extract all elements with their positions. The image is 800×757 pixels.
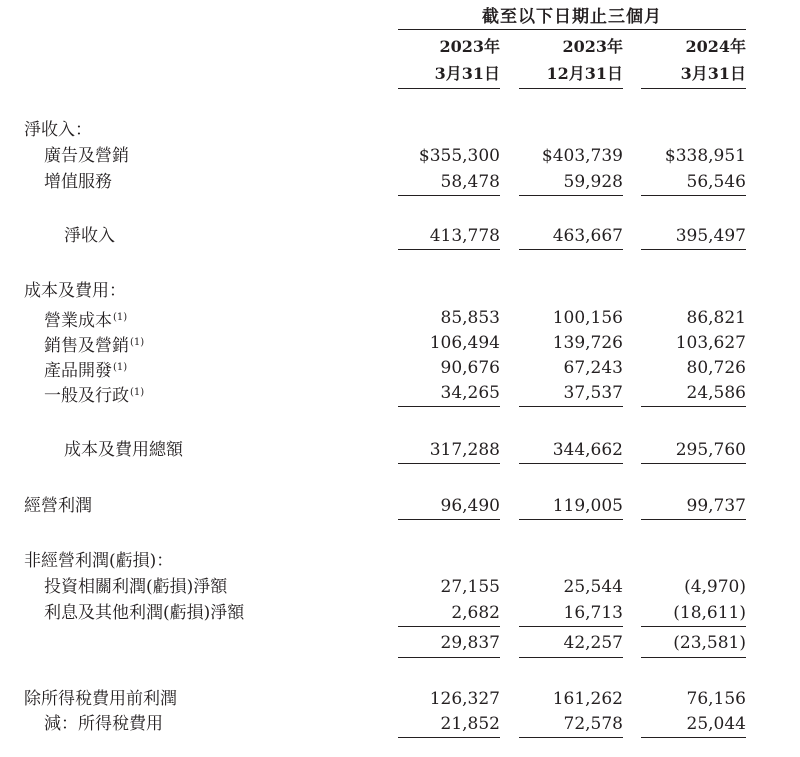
non-op-total-col2: 42,257 bbox=[563, 633, 623, 653]
investment-income-col3: (4,970) bbox=[684, 577, 746, 597]
total-rule bbox=[641, 463, 746, 464]
period-title: 截至以下日期止三個月 bbox=[482, 7, 662, 27]
net-revenue-total-col3: 395,497 bbox=[675, 226, 746, 246]
operating-income-label: 經營利潤 bbox=[24, 496, 92, 516]
cost-of-revenue-col3: 86,821 bbox=[686, 308, 746, 328]
income-tax-col1: 21,852 bbox=[440, 714, 500, 734]
subtotal-rule bbox=[519, 406, 623, 407]
footnote-marker: (1) bbox=[113, 312, 128, 323]
net-revenue-heading: 淨收入： bbox=[24, 120, 92, 140]
income-tax-label: 減：所得稅費用 bbox=[44, 714, 163, 734]
advertising-value-col1: $355,300 bbox=[418, 146, 500, 166]
total-rule bbox=[519, 519, 623, 520]
footnote-marker: (1) bbox=[130, 337, 145, 348]
cost-of-revenue-col2: 100,156 bbox=[552, 308, 623, 328]
non-op-total-col1: 29,837 bbox=[440, 633, 500, 653]
product-dev-label: 產品開發$^{(1)}$ bbox=[44, 361, 128, 381]
subtotal-rule bbox=[519, 195, 623, 196]
pretax-income-col3: 76,156 bbox=[686, 689, 746, 709]
total-rule bbox=[641, 657, 746, 658]
col1-year: 2023年 bbox=[439, 37, 500, 56]
footnote-marker: (1) bbox=[113, 362, 128, 373]
pretax-income-col1: 126,327 bbox=[429, 689, 500, 709]
advertising-label: 廣告及營銷 bbox=[44, 146, 129, 166]
total-rule bbox=[398, 249, 500, 250]
total-rule bbox=[519, 657, 623, 658]
net-revenue-total-col2: 463,667 bbox=[552, 226, 623, 246]
operating-income-col1: 96,490 bbox=[440, 496, 500, 516]
total-rule bbox=[641, 519, 746, 520]
total-rule bbox=[641, 249, 746, 250]
pretax-income-col2: 161,262 bbox=[552, 689, 623, 709]
total-rule bbox=[398, 519, 500, 520]
total-costs-label: 成本及費用總額 bbox=[64, 440, 183, 460]
vas-label: 增值服務 bbox=[44, 172, 112, 192]
g-and-a-col2: 37,537 bbox=[563, 383, 623, 403]
total-costs-col1: 317,288 bbox=[429, 440, 500, 460]
col2-date: 12月31日 bbox=[546, 64, 623, 83]
advertising-value-col2: $403,739 bbox=[541, 146, 623, 166]
interest-other-col3: (18,611) bbox=[673, 603, 746, 623]
subtotal-rule bbox=[398, 737, 500, 738]
g-and-a-label: 一般及行政$^{(1)}$ bbox=[44, 386, 145, 406]
total-costs-col2: 344,662 bbox=[552, 440, 623, 460]
total-rule bbox=[398, 657, 500, 658]
col3-header-rule bbox=[641, 88, 746, 89]
investment-income-col2: 25,544 bbox=[563, 577, 623, 597]
col3-year: 2024年 bbox=[685, 37, 746, 56]
operating-income-col3: 99,737 bbox=[686, 496, 746, 516]
investment-income-col1: 27,155 bbox=[440, 577, 500, 597]
pretax-income-label: 除所得稅費用前利潤 bbox=[24, 689, 177, 709]
product-dev-col1: 90,676 bbox=[440, 358, 500, 378]
sales-marketing-col1: 106,494 bbox=[429, 333, 500, 353]
cost-of-revenue-label: 營業成本$^{(1)}$ bbox=[44, 311, 128, 331]
g-and-a-col1: 34,265 bbox=[440, 383, 500, 403]
subtotal-rule bbox=[519, 737, 623, 738]
subtotal-rule bbox=[641, 406, 746, 407]
vas-value-col3: 56,546 bbox=[686, 172, 746, 192]
investment-income-label: 投資相關利潤(虧損)淨額 bbox=[44, 577, 228, 597]
sales-marketing-label: 銷售及營銷$^{(1)}$ bbox=[44, 336, 145, 356]
interest-other-col1: 2,682 bbox=[451, 603, 500, 623]
total-rule bbox=[398, 463, 500, 464]
subtotal-rule bbox=[641, 195, 746, 196]
product-dev-col3: 80,726 bbox=[686, 358, 746, 378]
footnote-marker: (1) bbox=[130, 387, 145, 398]
sales-marketing-col3: 103,627 bbox=[675, 333, 746, 353]
advertising-value-col3: $338,951 bbox=[664, 146, 746, 166]
net-revenue-total-col1: 413,778 bbox=[429, 226, 500, 246]
subtotal-rule bbox=[398, 195, 500, 196]
col2-year: 2023年 bbox=[562, 37, 623, 56]
col1-date: 3月31日 bbox=[434, 64, 500, 83]
income-tax-col3: 25,044 bbox=[686, 714, 746, 734]
vas-value-col2: 59,928 bbox=[563, 172, 623, 192]
interest-other-label: 利息及其他利潤(虧損)淨額 bbox=[44, 603, 245, 623]
col3-date: 3月31日 bbox=[680, 64, 746, 83]
vas-value-col1: 58,478 bbox=[440, 172, 500, 192]
total-rule bbox=[519, 249, 623, 250]
net-revenue-total-label: 淨收入 bbox=[64, 226, 115, 246]
sales-marketing-col2: 139,726 bbox=[552, 333, 623, 353]
income-tax-col2: 72,578 bbox=[563, 714, 623, 734]
subtotal-rule bbox=[519, 626, 623, 627]
product-dev-col2: 67,243 bbox=[563, 358, 623, 378]
costs-heading: 成本及費用： bbox=[24, 281, 126, 301]
g-and-a-col3: 24,586 bbox=[686, 383, 746, 403]
cost-of-revenue-col1: 85,853 bbox=[440, 308, 500, 328]
total-costs-col3: 295,760 bbox=[675, 440, 746, 460]
non-op-heading: 非經營利潤(虧損)： bbox=[24, 551, 174, 571]
non-op-total-col3: (23,581) bbox=[673, 633, 746, 653]
subtotal-rule bbox=[398, 406, 500, 407]
header-rule bbox=[398, 29, 746, 30]
operating-income-col2: 119,005 bbox=[552, 496, 623, 516]
col1-header-rule bbox=[398, 88, 500, 89]
subtotal-rule bbox=[641, 626, 746, 627]
interest-other-col2: 16,713 bbox=[563, 603, 623, 623]
total-rule bbox=[519, 463, 623, 464]
subtotal-rule bbox=[641, 737, 746, 738]
subtotal-rule bbox=[398, 626, 500, 627]
col2-header-rule bbox=[519, 88, 623, 89]
